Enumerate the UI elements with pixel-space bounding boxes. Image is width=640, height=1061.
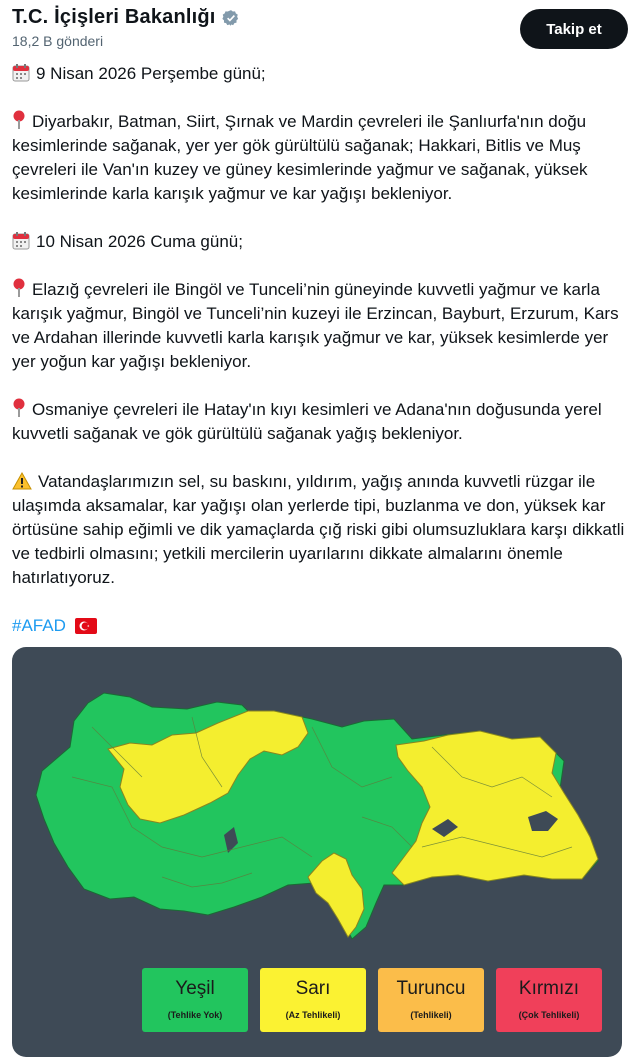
forecast-text-2: Elazığ çevreleri ile Bingöl ve Tunceli’nin güneyinde kuvvetli yağmur ve karla karışık yağmur, Bingöl ve Tunceli’nin kuzeyi ile Erzincan, Bayburt, Erzurum, Kars ve Ardahan illerinde kuvvetli karla karışık yağmur ve kar, yüksek kesimlerde yer yer yoğun kar yağışı bekleniyor. — [12, 280, 619, 371]
date-2-text: 10 Nisan 2026 Cuma günü; — [36, 232, 243, 251]
legend-orange-label: Turuncu — [396, 978, 466, 999]
warning-icon — [12, 472, 32, 490]
post-count: 18,2 B gönderi — [12, 33, 104, 49]
weather-map-card[interactable] — [12, 647, 622, 1057]
forecast-text-3: Osmaniye çevreleri ile Hatay'ın kıyı kesimleri ve Adana'nın doğusunda yerel kuvvetli sağanak ve gök gürültülü sağanak yağış bekleniyor. — [12, 400, 602, 443]
legend-orange-sub: (Tehlikeli) — [410, 1010, 452, 1020]
date-line-2 — [12, 230, 626, 254]
afad-hashtag-link[interactable]: #AFAD — [12, 616, 66, 635]
legend-red — [496, 968, 602, 1032]
post-body — [12, 62, 626, 662]
calendar-icon — [12, 64, 30, 82]
legend-red-label: Kırmızı — [518, 978, 580, 999]
hashtag-line — [12, 614, 626, 638]
legend-yellow — [260, 968, 366, 1032]
pin-icon — [12, 398, 26, 418]
legend-red-sub: (Çok Tehlikeli) — [518, 1010, 580, 1020]
legend-green-sub: (Tehlike Yok) — [167, 1010, 223, 1020]
verified-badge-icon — [222, 9, 240, 27]
calendar-icon — [12, 232, 30, 250]
follow-button[interactable]: Takip et — [520, 9, 628, 49]
pin-icon — [12, 278, 26, 298]
pin-icon — [12, 110, 26, 130]
post-header — [12, 6, 628, 50]
legend-green — [142, 968, 248, 1032]
forecast-text-1: Diyarbakır, Batman, Siirt, Şırnak ve Mardin çevreleri ile Şanlıurfa'nın doğu kesimlerinde sağanak, yer yer gök gürültülü sağanak; Hakkari, Bitlis ve Muş çevreleri ile Van'ın kuzey ve güney kesimlerinde yağmur ve sağanak, yüksek kesimlerinde karla karışık yağmur ve kar yağışı bekleniyor. — [12, 112, 588, 203]
date-1-text: 9 Nisan 2026 Perşembe günü; — [36, 64, 266, 83]
legend-yellow-label: Sarı — [295, 978, 331, 999]
forecast-paragraph-3 — [12, 398, 626, 446]
legend-orange — [378, 968, 484, 1032]
warning-text: Vatandaşlarımızın sel, su baskını, yıldırım, yağış anında kuvvetli rüzgar ile ulaşımda aksamalar, kar yağışı olan yerlerde tipi, buzlanma ve don, yüksek kar örtüsüne sahip eğimli ve dik yamaçlarda çığ riski gibi olumsuzluklara karşı dikkatli ve tedbirli olmasını; yetkili mercilerin uyarılarını dikkate almalarını önemle hatırlatıyoruz. — [12, 472, 625, 587]
date-line-1 — [12, 62, 626, 86]
account-name[interactable]: T.C. İçişleri Bakanlığı — [12, 6, 216, 28]
warning-paragraph — [12, 470, 626, 590]
forecast-paragraph-2 — [12, 278, 626, 374]
forecast-paragraph-1 — [12, 110, 626, 206]
legend-green-label: Yeşil — [175, 978, 215, 999]
legend-yellow-sub: (Az Tehlikeli) — [285, 1010, 341, 1020]
turkey-alert-map — [12, 647, 622, 957]
turkish-flag-icon — [75, 618, 97, 634]
